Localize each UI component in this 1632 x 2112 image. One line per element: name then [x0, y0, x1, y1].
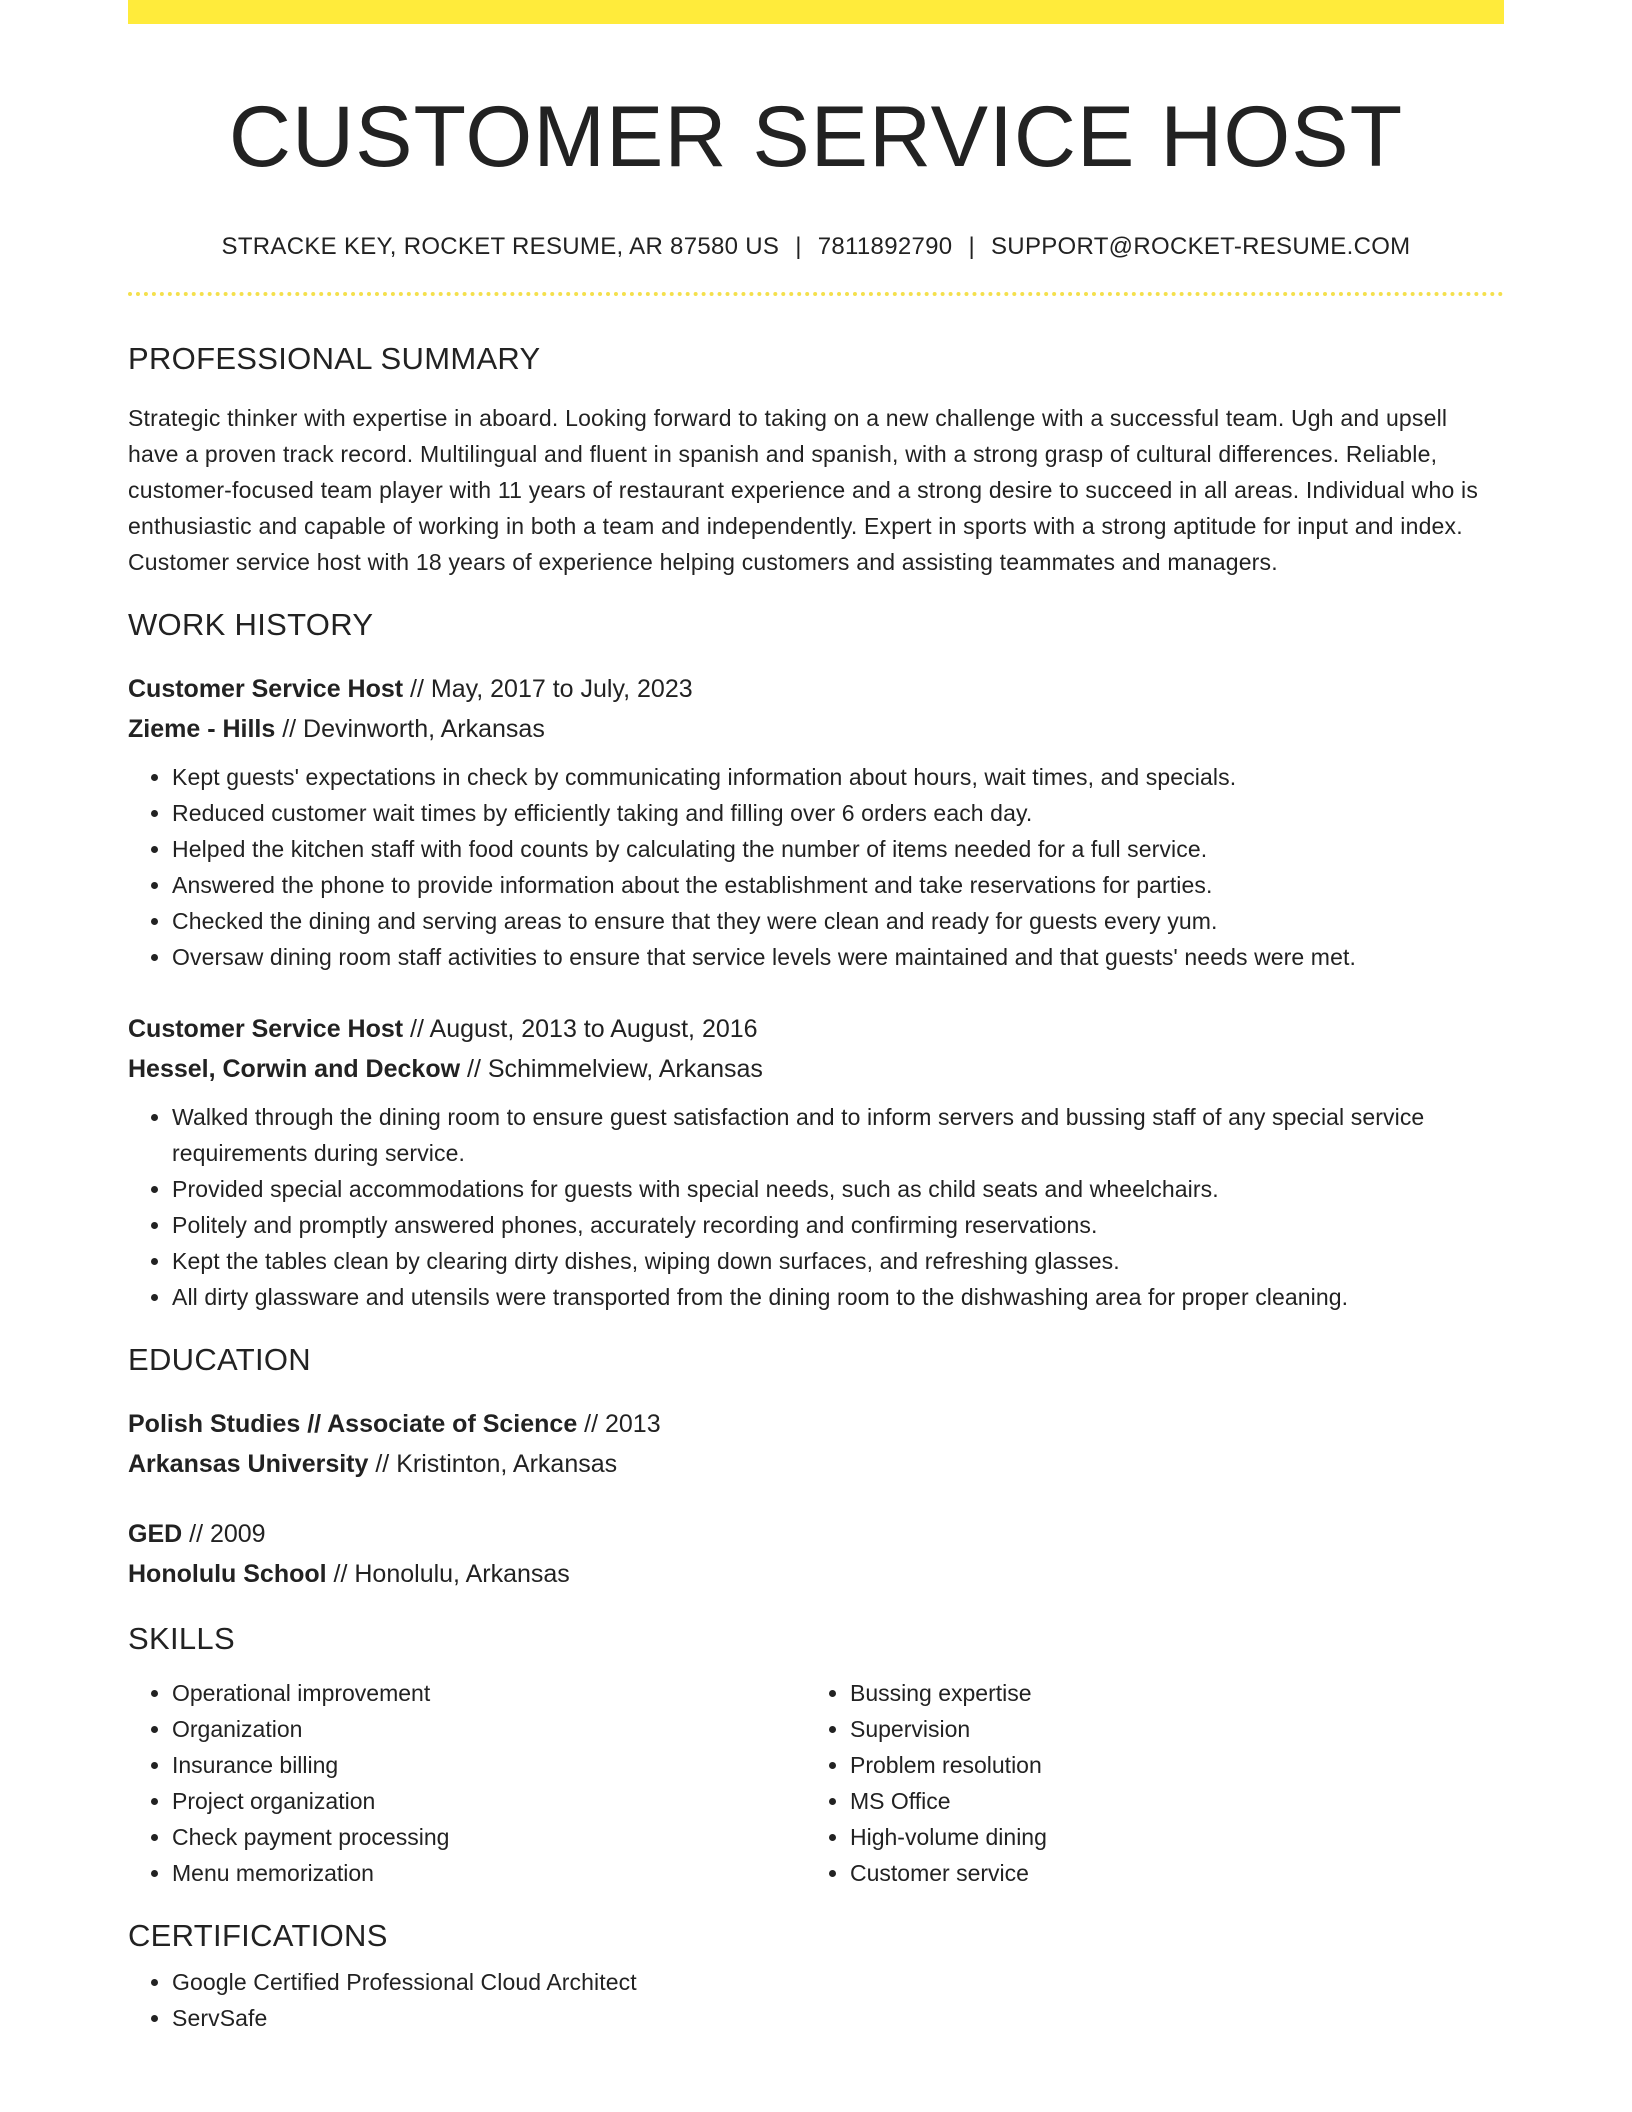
- list-item: • Supervision: [850, 1711, 1484, 1747]
- list-item: • Operational improvement: [172, 1675, 806, 1711]
- dotted-divider: [128, 292, 1504, 296]
- contact-address: STRACKE KEY, ROCKET RESUME, AR 87580 US: [221, 233, 780, 261]
- degree-line: [128, 1514, 1504, 1554]
- skills-columns: [128, 1675, 1504, 1891]
- skills-list-right: [806, 1675, 1484, 1891]
- list-item: • Oversaw dining room staff activities to ensure that service levels were maintained and that guests' needs were met.: [172, 939, 1504, 975]
- education-heading: EDUCATION: [128, 1341, 311, 1377]
- certifications-heading: CERTIFICATIONS: [128, 1918, 388, 1954]
- list-item: • Organization: [172, 1711, 806, 1747]
- list-item: • Kept guests' expectations in check by communicating information about hours, wait times, and specials.: [172, 759, 1504, 795]
- job-dates: // May, 2017 to July, 2023: [403, 674, 693, 703]
- list-item: • Walked through the dining room to ensure guest satisfaction and to inform servers and bussing staff of any special service requirements during service.: [172, 1099, 1504, 1171]
- job-bullets: [128, 1099, 1504, 1315]
- contact-separator: |: [795, 233, 802, 261]
- job-entry: [128, 669, 1504, 975]
- list-item: • Reduced customer wait times by efficiently taking and filling over 6 orders each day.: [172, 795, 1504, 831]
- list-item: • ServSafe: [172, 2000, 1504, 2036]
- list-item: • High-volume dining: [850, 1819, 1484, 1855]
- contact-phone: 7811892790: [817, 233, 953, 261]
- resume-page: [128, 0, 1504, 2036]
- school-name: Arkansas University: [128, 1449, 369, 1478]
- contact-separator: |: [968, 233, 975, 261]
- list-item: • All dirty glassware and utensils were transported from the dining room to the dishwashing area for proper cleaning.: [172, 1279, 1504, 1315]
- list-item: • Menu memorization: [172, 1855, 806, 1891]
- job-role: Customer Service Host: [128, 1014, 404, 1043]
- school-location: // Kristinton, Arkansas: [368, 1449, 618, 1478]
- education-entry: [128, 1514, 1504, 1594]
- school-location: // Honolulu, Arkansas: [326, 1559, 570, 1588]
- school-line: [128, 1444, 1504, 1484]
- list-item: • Problem resolution: [850, 1747, 1484, 1783]
- list-item: • Insurance billing: [172, 1747, 806, 1783]
- degree-line: [128, 1404, 1504, 1444]
- job-location: // Schimmelview, Arkansas: [460, 1054, 763, 1083]
- degree-year: // 2013: [577, 1409, 661, 1438]
- degree: Polish Studies // Associate of Science: [128, 1409, 578, 1438]
- summary-heading: PROFESSIONAL SUMMARY: [128, 341, 541, 377]
- contact-email: SUPPORT@ROCKET-RESUME.COM: [991, 233, 1411, 261]
- list-item: • MS Office: [850, 1783, 1484, 1819]
- list-item: • Helped the kitchen staff with food counts by calculating the number of items needed for a full service.: [172, 831, 1504, 867]
- skills-list-left: [128, 1675, 806, 1891]
- job-location: // Devinworth, Arkansas: [275, 714, 545, 743]
- job-company-line: [128, 709, 1504, 749]
- list-item: • Answered the phone to provide information about the establishment and take reservations for parties.: [172, 867, 1504, 903]
- list-item: • Bussing expertise: [850, 1675, 1484, 1711]
- list-item: • Check payment processing: [172, 1819, 806, 1855]
- degree: GED: [128, 1519, 183, 1548]
- list-item: • Provided special accommodations for guests with special needs, such as child seats and wheelchairs.: [172, 1171, 1504, 1207]
- top-accent-bar: [128, 0, 1504, 24]
- certifications-list: [128, 1964, 1504, 2036]
- summary-text: Strategic thinker with expertise in aboard. Looking forward to taking on a new challenge with a successful team. Ugh and upsell have a proven track record. Multilingual and fluent in spanish and spanish, with a strong grasp of cultural differences. Reliable, customer-focused team player with 11 years of restaurant experience and a strong desire to succeed in all areas. Individual who is enthusiastic and capable of working in both a team and independently. Expert in sports with a strong aptitude for input and index. Customer service host with 18 years of experience helping customers and assisting teammates and managers.: [128, 404, 1479, 575]
- degree-year: // 2009: [182, 1519, 266, 1548]
- job-dates: // August, 2013 to August, 2016: [403, 1014, 758, 1043]
- school-line: [128, 1554, 1504, 1594]
- skills-heading: SKILLS: [128, 1620, 235, 1656]
- work-history-heading: WORK HISTORY: [128, 606, 374, 642]
- list-item: • Project organization: [172, 1783, 806, 1819]
- job-company: Zieme - Hills: [128, 714, 276, 743]
- list-item: • Google Certified Professional Cloud Architect: [172, 1964, 1504, 2000]
- job-company-line: [128, 1049, 1504, 1089]
- list-item: • Customer service: [850, 1855, 1484, 1891]
- resume-title: CUSTOMER SERVICE HOST: [228, 89, 1404, 185]
- job-title-line: [128, 1009, 1504, 1049]
- list-item: • Kept the tables clean by clearing dirty dishes, wiping down surfaces, and refreshing glasses.: [172, 1243, 1504, 1279]
- job-title-line: [128, 669, 1504, 709]
- job-company: Hessel, Corwin and Deckow: [128, 1054, 461, 1083]
- school-name: Honolulu School: [128, 1559, 327, 1588]
- list-item: • Checked the dining and serving areas to ensure that they were clean and ready for guests every yum.: [172, 903, 1504, 939]
- contact-line: [128, 231, 1504, 262]
- list-item: • Politely and promptly answered phones, accurately recording and confirming reservations.: [172, 1207, 1504, 1243]
- education-entry: [128, 1404, 1504, 1484]
- job-entry: [128, 1009, 1504, 1315]
- job-role: Customer Service Host: [128, 674, 404, 703]
- job-bullets: [128, 759, 1504, 975]
